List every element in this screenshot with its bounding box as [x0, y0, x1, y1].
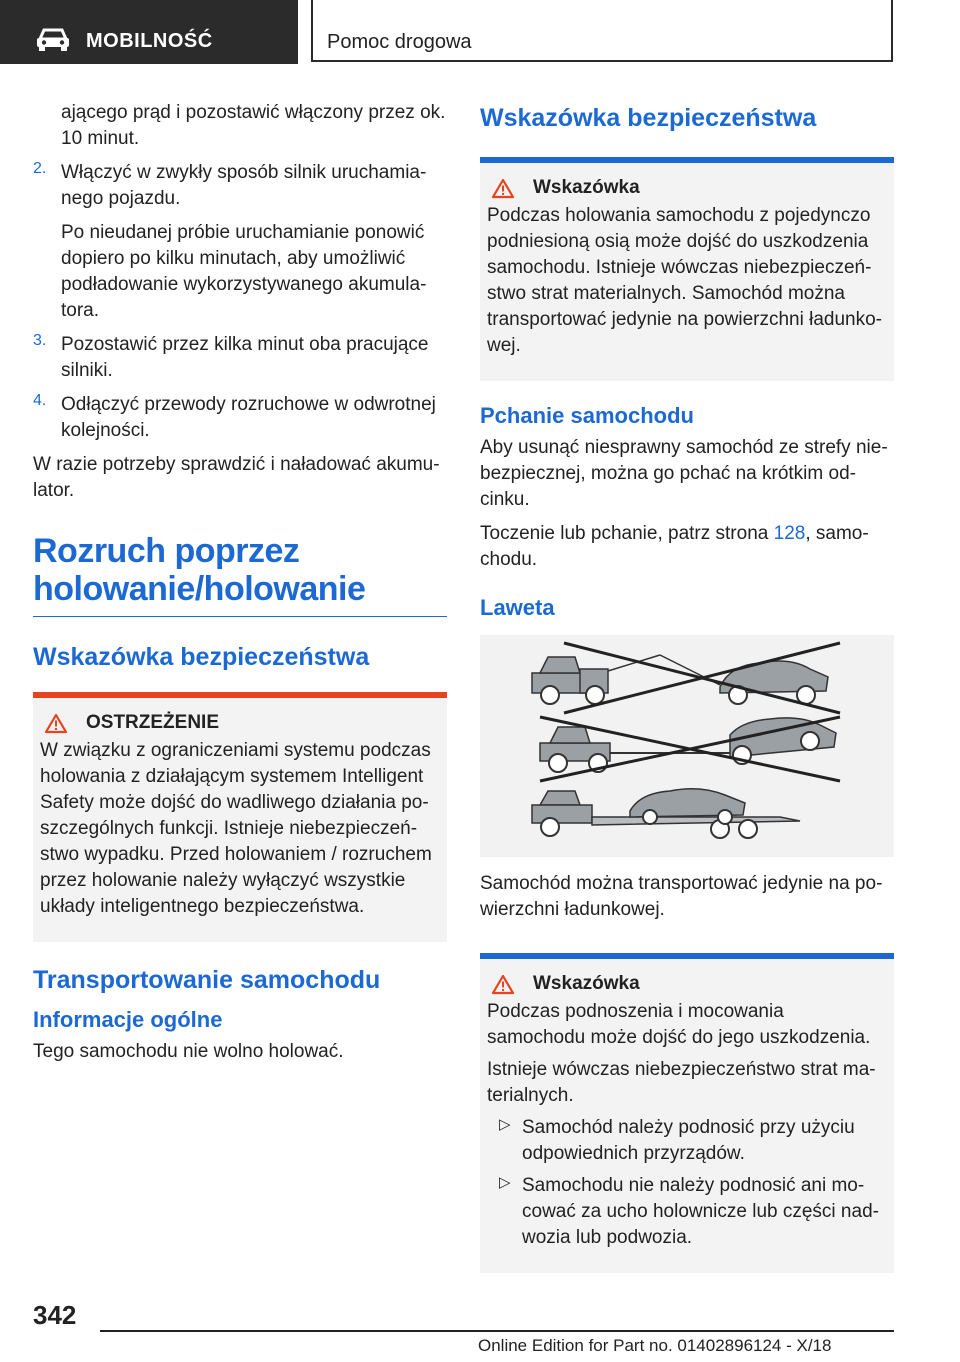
note-text: Podczas holowania samochodu z pojedynczo podniesioną osią może dojść do uszkodzenia samochodu. Istnieje wówczas niebezpieczeń‐stwo strat materialnych. Samochód można transportować jedynie na powierzchni ładunko‐wej. [487, 205, 883, 356]
note-box-2 [480, 953, 894, 1273]
step-number: 2. [33, 160, 47, 177]
warning-triangle-icon [44, 713, 68, 734]
roll-text: Toczenie lub pchanie, patrz strona [480, 523, 774, 544]
step-text: Pozostawić przez kilka minut oba pracujące silniki. [61, 334, 429, 381]
tow-truck-heading: Laweta [480, 595, 555, 620]
step-continuation: ającego prąd i pozostawić włączony przez ok. 10 minut. [61, 102, 446, 149]
page-link-128[interactable]: 128 [773, 523, 806, 544]
after-steps-text: W razie potrzeby sprawdzić i naładować akumu‐lator. [33, 454, 440, 501]
triangle-bullet-icon: ▷ [499, 1116, 511, 1133]
note-title: Wskazówka [533, 177, 640, 198]
header-chapter-tab [311, 0, 893, 62]
step-item [33, 392, 447, 444]
list-item [487, 1115, 887, 1167]
push-text: Aby usunąć niesprawny samochód ze strefy nie‐bezpiecznej, można go pchać na krótkim od‐cinku. [480, 437, 888, 510]
footer-divider [100, 1330, 894, 1332]
warning-text: W związku z ograniczeniami systemu podczas holowania z działającym systemem Intelligent Safety może dojść do wadliwego działania po‐szczególnych funkcji. Istnieje niebezpieczeń‐stwo wypadku. Przed holowaniem / rozruchem przez holowanie należy wyłączyć wszystkie układy inteligentnego bezpieczeństwa. [40, 740, 432, 917]
step-text: Odłączyć przewody rozruchowe w odwrotnej kolejności. [61, 394, 436, 441]
note-box-1 [480, 157, 894, 381]
step-number: 4. [33, 392, 47, 409]
step-item [33, 332, 447, 384]
left-column [33, 100, 447, 1065]
list-item [487, 1173, 887, 1251]
step-item [33, 160, 447, 324]
page-number: 342 [33, 1300, 77, 1330]
safety-heading-right: Wskazówka bezpieczeństwa [480, 104, 817, 132]
bullet-text: Samochodu nie należy podnosić ani mo‐cować za ucho holownicze lub części nad‐wozia lub podwozia. [522, 1175, 879, 1248]
tow-truck-text: Samochód można transportować jedynie na po‐wierzchni ładunkowej. [480, 873, 883, 920]
main-heading: Rozruch poprzez holowanie/holowanie [33, 532, 447, 617]
safety-heading-left: Wskazówka bezpieczeństwa [33, 643, 370, 671]
note-title: Wskazówka [533, 973, 640, 994]
warning-triangle-icon [491, 974, 515, 995]
roll-reference [480, 521, 894, 573]
step-text: Włączyć w zwykły sposób silnik uruchamia‐nego pojazdu. [61, 162, 427, 209]
transport-heading: Transportowanie samochodu [33, 966, 381, 994]
note-header [487, 177, 887, 199]
chapter-title: Pomoc drogowa [327, 31, 472, 53]
warning-header [40, 712, 440, 734]
general-info-text: Tego samochodu nie wolno holować. [33, 1041, 344, 1062]
warning-title: OSTRZEŻENIE [86, 712, 220, 733]
push-heading: Pchanie samochodu [480, 403, 694, 428]
roll-text-end: , samo‐chodu. [480, 523, 869, 570]
right-column [480, 104, 894, 1273]
step-extra-text: Po nieudanej próbie uruchamianie ponowić dopiero po kilku minutach, aby umożliwić podładowanie wykorzystywanego akumula‐tora. [61, 222, 427, 321]
towing-illustration [480, 635, 894, 857]
tow-truck-illustration-icon [480, 635, 894, 857]
footer-edition: Online Edition for Part no. 01402896124 - X/18 [478, 1336, 832, 1355]
bullet-text: Samochód należy podnosić przy użyciu odpowiednich przyrządów. [522, 1117, 855, 1164]
warning-triangle-icon [491, 178, 515, 199]
section-title: MOBILNOŚĆ [86, 30, 213, 52]
warning-box [33, 692, 447, 942]
general-info-heading: Informacje ogólne [33, 1007, 223, 1032]
note-text: Podczas podnoszenia i mocowania samochodu może dojść do jego uszkodzenia. [487, 1001, 871, 1048]
car-icon [36, 27, 70, 51]
note-header [487, 973, 887, 995]
step-number: 3. [33, 332, 47, 349]
note-text: Istnieje wówczas niebezpieczeństwo strat ma‐terialnych. [487, 1059, 876, 1106]
triangle-bullet-icon: ▷ [499, 1174, 511, 1191]
header-section-tab [0, 0, 298, 64]
